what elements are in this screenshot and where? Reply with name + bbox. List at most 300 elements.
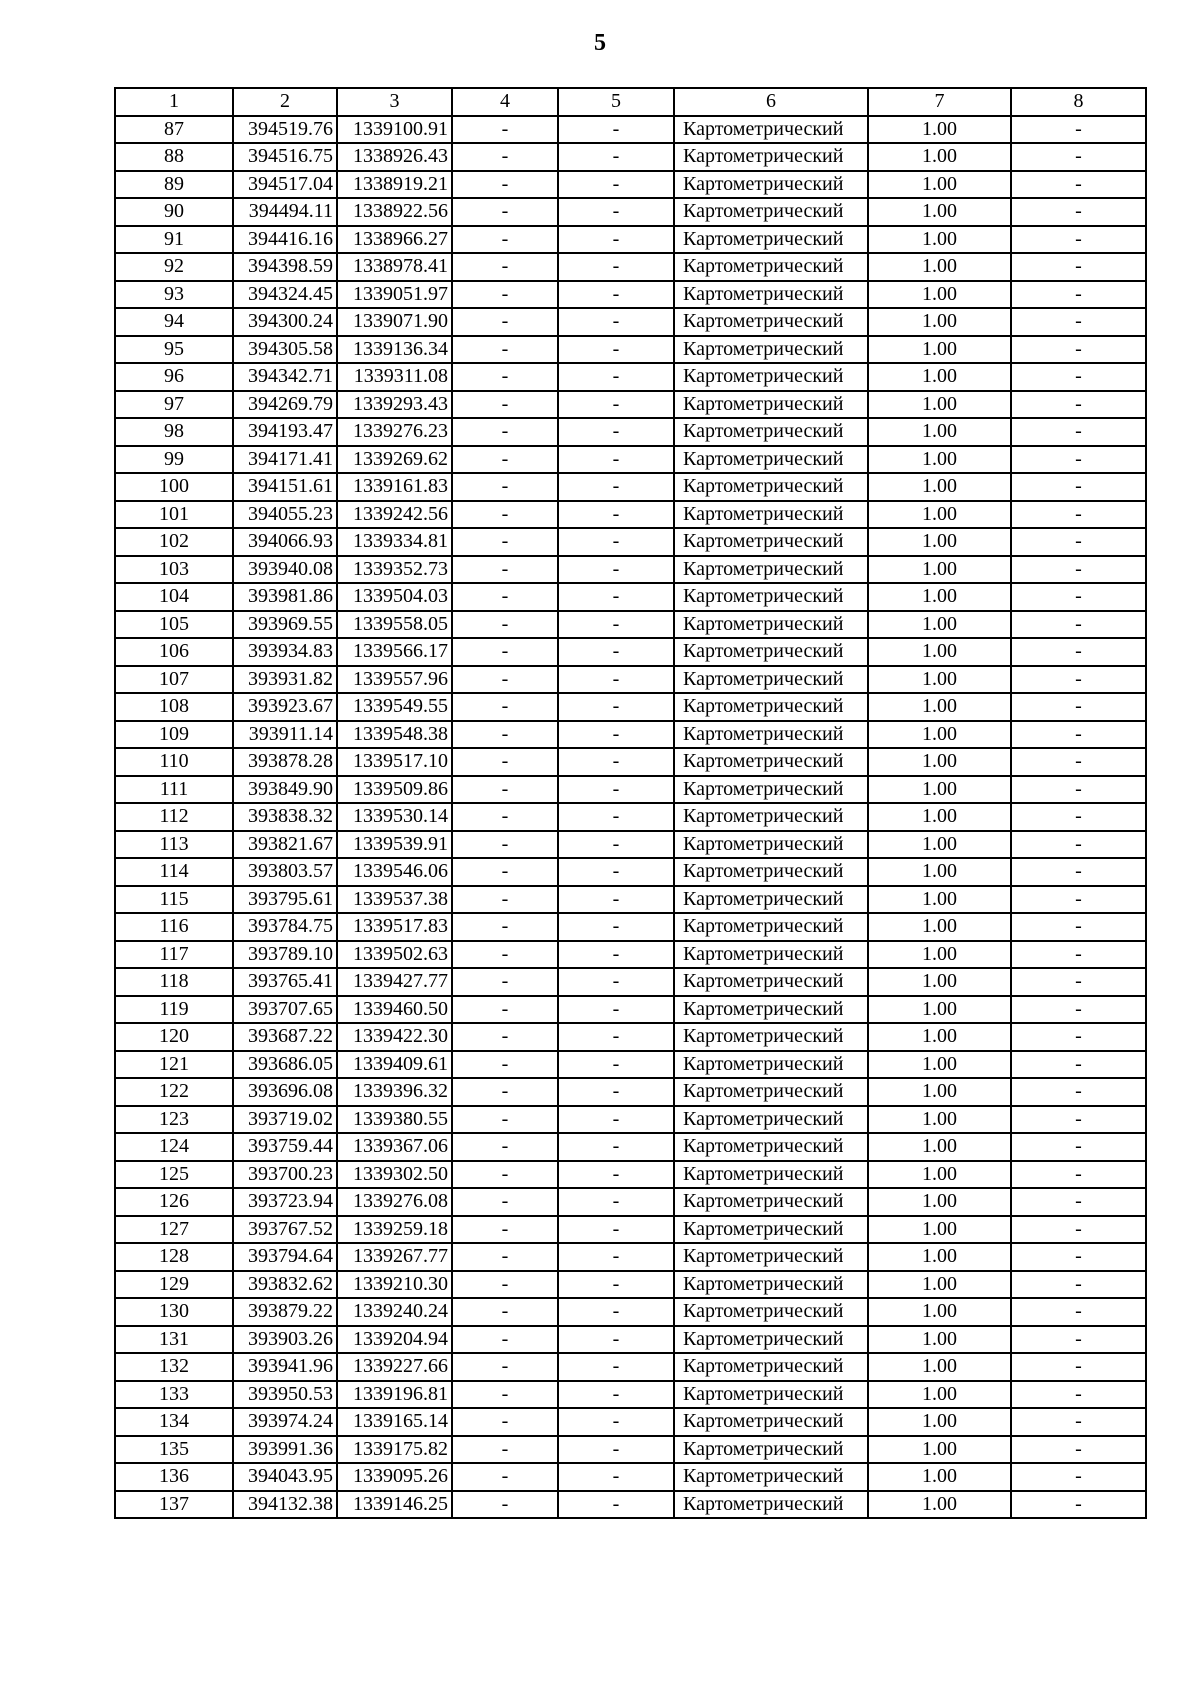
y-coordinate-cell: 1339558.05 <box>337 611 452 639</box>
accuracy-cell: 1.00 <box>868 253 1011 281</box>
y-coordinate-cell: 1339502.63 <box>337 941 452 969</box>
column-8-cell: - <box>1011 1381 1146 1409</box>
point-number-cell: 121 <box>115 1051 233 1079</box>
table-row <box>115 556 1146 584</box>
point-number-cell: 111 <box>115 776 233 804</box>
column-4-cell: - <box>452 693 558 721</box>
table-row <box>115 1078 1146 1106</box>
y-coordinate-cell: 1339100.91 <box>337 116 452 144</box>
table-row <box>115 336 1146 364</box>
x-coordinate-cell: 393784.75 <box>233 913 337 941</box>
method-cell: Картометрический <box>674 611 868 639</box>
y-coordinate-cell: 1339267.77 <box>337 1243 452 1271</box>
column-4-cell: - <box>452 281 558 309</box>
x-coordinate-cell: 394516.75 <box>233 143 337 171</box>
column-8-cell: - <box>1011 281 1146 309</box>
accuracy-cell: 1.00 <box>868 198 1011 226</box>
column-4-cell: - <box>452 1188 558 1216</box>
column-8-cell: - <box>1011 776 1146 804</box>
column-8-cell: - <box>1011 253 1146 281</box>
table-row <box>115 996 1146 1024</box>
column-4-cell: - <box>452 171 558 199</box>
column-4-cell: - <box>452 638 558 666</box>
method-cell: Картометрический <box>674 886 868 914</box>
accuracy-cell: 1.00 <box>868 583 1011 611</box>
column-4-cell: - <box>452 446 558 474</box>
column-5-cell: - <box>558 363 674 391</box>
accuracy-cell: 1.00 <box>868 226 1011 254</box>
column-4-cell: - <box>452 748 558 776</box>
point-number-cell: 90 <box>115 198 233 226</box>
point-number-cell: 127 <box>115 1216 233 1244</box>
method-cell: Картометрический <box>674 776 868 804</box>
y-coordinate-cell: 1339509.86 <box>337 776 452 804</box>
column-5-cell: - <box>558 666 674 694</box>
y-coordinate-cell: 1339071.90 <box>337 308 452 336</box>
x-coordinate-cell: 394151.61 <box>233 473 337 501</box>
accuracy-cell: 1.00 <box>868 1353 1011 1381</box>
point-number-cell: 130 <box>115 1298 233 1326</box>
y-coordinate-cell: 1339380.55 <box>337 1106 452 1134</box>
table-body <box>115 116 1146 1519</box>
x-coordinate-cell: 394519.76 <box>233 116 337 144</box>
table-row <box>115 638 1146 666</box>
accuracy-cell: 1.00 <box>868 281 1011 309</box>
column-5-cell: - <box>558 583 674 611</box>
method-cell: Картометрический <box>674 116 868 144</box>
column-header-5: 5 <box>558 88 674 116</box>
column-header-3: 3 <box>337 88 452 116</box>
method-cell: Картометрический <box>674 638 868 666</box>
method-cell: Картометрический <box>674 336 868 364</box>
column-8-cell: - <box>1011 556 1146 584</box>
point-number-cell: 108 <box>115 693 233 721</box>
method-cell: Картометрический <box>674 803 868 831</box>
column-4-cell: - <box>452 721 558 749</box>
y-coordinate-cell: 1339396.32 <box>337 1078 452 1106</box>
point-number-cell: 118 <box>115 968 233 996</box>
table-row <box>115 501 1146 529</box>
column-8-cell: - <box>1011 1051 1146 1079</box>
table-row <box>115 1463 1146 1491</box>
column-4-cell: - <box>452 1381 558 1409</box>
y-coordinate-cell: 1339334.81 <box>337 528 452 556</box>
accuracy-cell: 1.00 <box>868 556 1011 584</box>
x-coordinate-cell: 393794.64 <box>233 1243 337 1271</box>
point-number-cell: 114 <box>115 858 233 886</box>
method-cell: Картометрический <box>674 1216 868 1244</box>
table-row <box>115 941 1146 969</box>
column-8-cell: - <box>1011 1216 1146 1244</box>
method-cell: Картометрический <box>674 968 868 996</box>
column-5-cell: - <box>558 391 674 419</box>
y-coordinate-cell: 1338922.56 <box>337 198 452 226</box>
column-5-cell: - <box>558 226 674 254</box>
column-4-cell: - <box>452 858 558 886</box>
method-cell: Картометрический <box>674 1353 868 1381</box>
x-coordinate-cell: 393940.08 <box>233 556 337 584</box>
column-4-cell: - <box>452 143 558 171</box>
accuracy-cell: 1.00 <box>868 748 1011 776</box>
x-coordinate-cell: 394171.41 <box>233 446 337 474</box>
column-5-cell: - <box>558 143 674 171</box>
column-8-cell: - <box>1011 1243 1146 1271</box>
column-4-cell: - <box>452 473 558 501</box>
accuracy-cell: 1.00 <box>868 968 1011 996</box>
column-5-cell: - <box>558 1243 674 1271</box>
column-4-cell: - <box>452 1491 558 1519</box>
x-coordinate-cell: 393765.41 <box>233 968 337 996</box>
accuracy-cell: 1.00 <box>868 1436 1011 1464</box>
column-4-cell: - <box>452 1133 558 1161</box>
x-coordinate-cell: 394043.95 <box>233 1463 337 1491</box>
x-coordinate-cell: 393903.26 <box>233 1326 337 1354</box>
x-coordinate-cell: 393832.62 <box>233 1271 337 1299</box>
y-coordinate-cell: 1339175.82 <box>337 1436 452 1464</box>
column-4-cell: - <box>452 1106 558 1134</box>
column-4-cell: - <box>452 1216 558 1244</box>
column-8-cell: - <box>1011 886 1146 914</box>
y-coordinate-cell: 1339210.30 <box>337 1271 452 1299</box>
accuracy-cell: 1.00 <box>868 171 1011 199</box>
column-5-cell: - <box>558 1161 674 1189</box>
method-cell: Картометрический <box>674 1381 868 1409</box>
point-number-cell: 117 <box>115 941 233 969</box>
x-coordinate-cell: 393931.82 <box>233 666 337 694</box>
y-coordinate-cell: 1339302.50 <box>337 1161 452 1189</box>
accuracy-cell: 1.00 <box>868 996 1011 1024</box>
column-5-cell: - <box>558 886 674 914</box>
method-cell: Картометрический <box>674 1491 868 1519</box>
table-row <box>115 116 1146 144</box>
y-coordinate-cell: 1339352.73 <box>337 556 452 584</box>
y-coordinate-cell: 1339557.96 <box>337 666 452 694</box>
point-number-cell: 89 <box>115 171 233 199</box>
accuracy-cell: 1.00 <box>868 803 1011 831</box>
point-number-cell: 134 <box>115 1408 233 1436</box>
column-4-cell: - <box>452 886 558 914</box>
column-5-cell: - <box>558 198 674 226</box>
point-number-cell: 116 <box>115 913 233 941</box>
column-5-cell: - <box>558 1023 674 1051</box>
x-coordinate-cell: 394324.45 <box>233 281 337 309</box>
table-row <box>115 281 1146 309</box>
table-row <box>115 446 1146 474</box>
point-number-cell: 100 <box>115 473 233 501</box>
method-cell: Картометрический <box>674 1326 868 1354</box>
y-coordinate-cell: 1339549.55 <box>337 693 452 721</box>
table-row <box>115 583 1146 611</box>
x-coordinate-cell: 393991.36 <box>233 1436 337 1464</box>
column-4-cell: - <box>452 1298 558 1326</box>
column-8-cell: - <box>1011 418 1146 446</box>
point-number-cell: 113 <box>115 831 233 859</box>
method-cell: Картометрический <box>674 583 868 611</box>
column-8-cell: - <box>1011 116 1146 144</box>
accuracy-cell: 1.00 <box>868 666 1011 694</box>
x-coordinate-cell: 393821.67 <box>233 831 337 859</box>
point-number-cell: 115 <box>115 886 233 914</box>
column-5-cell: - <box>558 446 674 474</box>
column-8-cell: - <box>1011 1353 1146 1381</box>
column-header-1: 1 <box>115 88 233 116</box>
x-coordinate-cell: 394132.38 <box>233 1491 337 1519</box>
accuracy-cell: 1.00 <box>868 528 1011 556</box>
table-row <box>115 886 1146 914</box>
point-number-cell: 101 <box>115 501 233 529</box>
accuracy-cell: 1.00 <box>868 363 1011 391</box>
column-4-cell: - <box>452 1326 558 1354</box>
column-4-cell: - <box>452 226 558 254</box>
point-number-cell: 135 <box>115 1436 233 1464</box>
column-8-cell: - <box>1011 528 1146 556</box>
column-5-cell: - <box>558 803 674 831</box>
column-5-cell: - <box>558 941 674 969</box>
point-number-cell: 136 <box>115 1463 233 1491</box>
accuracy-cell: 1.00 <box>868 693 1011 721</box>
point-number-cell: 120 <box>115 1023 233 1051</box>
y-coordinate-cell: 1339311.08 <box>337 363 452 391</box>
method-cell: Картометрический <box>674 501 868 529</box>
y-coordinate-cell: 1338926.43 <box>337 143 452 171</box>
accuracy-cell: 1.00 <box>868 1188 1011 1216</box>
column-5-cell: - <box>558 1491 674 1519</box>
x-coordinate-cell: 393687.22 <box>233 1023 337 1051</box>
point-number-cell: 137 <box>115 1491 233 1519</box>
column-8-cell: - <box>1011 803 1146 831</box>
column-5-cell: - <box>558 116 674 144</box>
column-header-2: 2 <box>233 88 337 116</box>
column-5-cell: - <box>558 473 674 501</box>
column-8-cell: - <box>1011 611 1146 639</box>
point-number-cell: 92 <box>115 253 233 281</box>
x-coordinate-cell: 394300.24 <box>233 308 337 336</box>
column-5-cell: - <box>558 776 674 804</box>
table-row <box>115 858 1146 886</box>
column-8-cell: - <box>1011 446 1146 474</box>
point-number-cell: 131 <box>115 1326 233 1354</box>
method-cell: Картометрический <box>674 308 868 336</box>
y-coordinate-cell: 1339227.66 <box>337 1353 452 1381</box>
column-8-cell: - <box>1011 198 1146 226</box>
point-number-cell: 96 <box>115 363 233 391</box>
accuracy-cell: 1.00 <box>868 941 1011 969</box>
accuracy-cell: 1.00 <box>868 1106 1011 1134</box>
column-4-cell: - <box>452 418 558 446</box>
table-row <box>115 748 1146 776</box>
y-coordinate-cell: 1339548.38 <box>337 721 452 749</box>
column-5-cell: - <box>558 1353 674 1381</box>
table-row <box>115 1381 1146 1409</box>
x-coordinate-cell: 393879.22 <box>233 1298 337 1326</box>
y-coordinate-cell: 1339269.62 <box>337 446 452 474</box>
point-number-cell: 98 <box>115 418 233 446</box>
y-coordinate-cell: 1339293.43 <box>337 391 452 419</box>
x-coordinate-cell: 393974.24 <box>233 1408 337 1436</box>
accuracy-cell: 1.00 <box>868 391 1011 419</box>
x-coordinate-cell: 394193.47 <box>233 418 337 446</box>
column-8-cell: - <box>1011 831 1146 859</box>
point-number-cell: 123 <box>115 1106 233 1134</box>
x-coordinate-cell: 393849.90 <box>233 776 337 804</box>
x-coordinate-cell: 394269.79 <box>233 391 337 419</box>
column-8-cell: - <box>1011 748 1146 776</box>
method-cell: Картометрический <box>674 1243 868 1271</box>
column-8-cell: - <box>1011 226 1146 254</box>
table-row <box>115 198 1146 226</box>
page-number: 5 <box>594 30 606 56</box>
x-coordinate-cell: 393838.32 <box>233 803 337 831</box>
x-coordinate-cell: 393969.55 <box>233 611 337 639</box>
point-number-cell: 94 <box>115 308 233 336</box>
accuracy-cell: 1.00 <box>868 886 1011 914</box>
method-cell: Картометрический <box>674 913 868 941</box>
column-5-cell: - <box>558 611 674 639</box>
x-coordinate-cell: 393950.53 <box>233 1381 337 1409</box>
method-cell: Картометрический <box>674 143 868 171</box>
accuracy-cell: 1.00 <box>868 831 1011 859</box>
point-number-cell: 104 <box>115 583 233 611</box>
x-coordinate-cell: 393795.61 <box>233 886 337 914</box>
table-row <box>115 776 1146 804</box>
y-coordinate-cell: 1339537.38 <box>337 886 452 914</box>
x-coordinate-cell: 393911.14 <box>233 721 337 749</box>
x-coordinate-cell: 394055.23 <box>233 501 337 529</box>
column-4-cell: - <box>452 1023 558 1051</box>
y-coordinate-cell: 1338978.41 <box>337 253 452 281</box>
column-5-cell: - <box>558 1408 674 1436</box>
method-cell: Картометрический <box>674 1106 868 1134</box>
method-cell: Картометрический <box>674 831 868 859</box>
y-coordinate-cell: 1339136.34 <box>337 336 452 364</box>
method-cell: Картометрический <box>674 391 868 419</box>
column-5-cell: - <box>558 1188 674 1216</box>
column-4-cell: - <box>452 116 558 144</box>
table-row <box>115 1408 1146 1436</box>
method-cell: Картометрический <box>674 363 868 391</box>
column-4-cell: - <box>452 666 558 694</box>
point-number-cell: 119 <box>115 996 233 1024</box>
column-4-cell: - <box>452 198 558 226</box>
column-8-cell: - <box>1011 1491 1146 1519</box>
x-coordinate-cell: 393696.08 <box>233 1078 337 1106</box>
x-coordinate-cell: 393767.52 <box>233 1216 337 1244</box>
table-row <box>115 1436 1146 1464</box>
column-4-cell: - <box>452 1051 558 1079</box>
y-coordinate-cell: 1339051.97 <box>337 281 452 309</box>
accuracy-cell: 1.00 <box>868 611 1011 639</box>
accuracy-cell: 1.00 <box>868 1298 1011 1326</box>
column-5-cell: - <box>558 968 674 996</box>
table-row <box>115 308 1146 336</box>
table-row <box>115 1023 1146 1051</box>
method-cell: Картометрический <box>674 253 868 281</box>
x-coordinate-cell: 394066.93 <box>233 528 337 556</box>
column-8-cell: - <box>1011 996 1146 1024</box>
accuracy-cell: 1.00 <box>868 776 1011 804</box>
accuracy-cell: 1.00 <box>868 1326 1011 1354</box>
method-cell: Картометрический <box>674 748 868 776</box>
method-cell: Картометрический <box>674 198 868 226</box>
column-8-cell: - <box>1011 858 1146 886</box>
column-header-6: 6 <box>674 88 868 116</box>
column-8-cell: - <box>1011 1023 1146 1051</box>
x-coordinate-cell: 393878.28 <box>233 748 337 776</box>
column-4-cell: - <box>452 308 558 336</box>
method-cell: Картометрический <box>674 693 868 721</box>
x-coordinate-cell: 393686.05 <box>233 1051 337 1079</box>
column-5-cell: - <box>558 913 674 941</box>
table-row <box>115 473 1146 501</box>
y-coordinate-cell: 1339504.03 <box>337 583 452 611</box>
accuracy-cell: 1.00 <box>868 721 1011 749</box>
table-row <box>115 418 1146 446</box>
table-row <box>115 1133 1146 1161</box>
x-coordinate-cell: 393759.44 <box>233 1133 337 1161</box>
x-coordinate-cell: 393707.65 <box>233 996 337 1024</box>
point-number-cell: 93 <box>115 281 233 309</box>
method-cell: Картометрический <box>674 1078 868 1106</box>
accuracy-cell: 1.00 <box>868 501 1011 529</box>
accuracy-cell: 1.00 <box>868 116 1011 144</box>
method-cell: Картометрический <box>674 446 868 474</box>
column-8-cell: - <box>1011 693 1146 721</box>
accuracy-cell: 1.00 <box>868 1381 1011 1409</box>
x-coordinate-cell: 393700.23 <box>233 1161 337 1189</box>
column-8-cell: - <box>1011 1161 1146 1189</box>
accuracy-cell: 1.00 <box>868 1243 1011 1271</box>
column-5-cell: - <box>558 996 674 1024</box>
column-5-cell: - <box>558 1133 674 1161</box>
y-coordinate-cell: 1339517.83 <box>337 913 452 941</box>
y-coordinate-cell: 1339409.61 <box>337 1051 452 1079</box>
accuracy-cell: 1.00 <box>868 1271 1011 1299</box>
x-coordinate-cell: 394416.16 <box>233 226 337 254</box>
method-cell: Картометрический <box>674 556 868 584</box>
column-4-cell: - <box>452 1243 558 1271</box>
point-number-cell: 102 <box>115 528 233 556</box>
table-row <box>115 968 1146 996</box>
column-4-cell: - <box>452 776 558 804</box>
column-4-cell: - <box>452 1463 558 1491</box>
table-row <box>115 913 1146 941</box>
y-coordinate-cell: 1339427.77 <box>337 968 452 996</box>
column-8-cell: - <box>1011 308 1146 336</box>
accuracy-cell: 1.00 <box>868 143 1011 171</box>
y-coordinate-cell: 1339204.94 <box>337 1326 452 1354</box>
point-number-cell: 133 <box>115 1381 233 1409</box>
y-coordinate-cell: 1339546.06 <box>337 858 452 886</box>
method-cell: Картометрический <box>674 1298 868 1326</box>
coordinates-table <box>114 87 1147 1519</box>
x-coordinate-cell: 393981.86 <box>233 583 337 611</box>
method-cell: Картометрический <box>674 418 868 446</box>
column-4-cell: - <box>452 1161 558 1189</box>
x-coordinate-cell: 393719.02 <box>233 1106 337 1134</box>
column-4-cell: - <box>452 1353 558 1381</box>
y-coordinate-cell: 1338966.27 <box>337 226 452 254</box>
y-coordinate-cell: 1339539.91 <box>337 831 452 859</box>
x-coordinate-cell: 394494.11 <box>233 198 337 226</box>
table-row <box>115 1161 1146 1189</box>
point-number-cell: 88 <box>115 143 233 171</box>
y-coordinate-cell: 1339530.14 <box>337 803 452 831</box>
column-8-cell: - <box>1011 1078 1146 1106</box>
y-coordinate-cell: 1338919.21 <box>337 171 452 199</box>
table-row <box>115 1051 1146 1079</box>
column-4-cell: - <box>452 913 558 941</box>
method-cell: Картометрический <box>674 1023 868 1051</box>
